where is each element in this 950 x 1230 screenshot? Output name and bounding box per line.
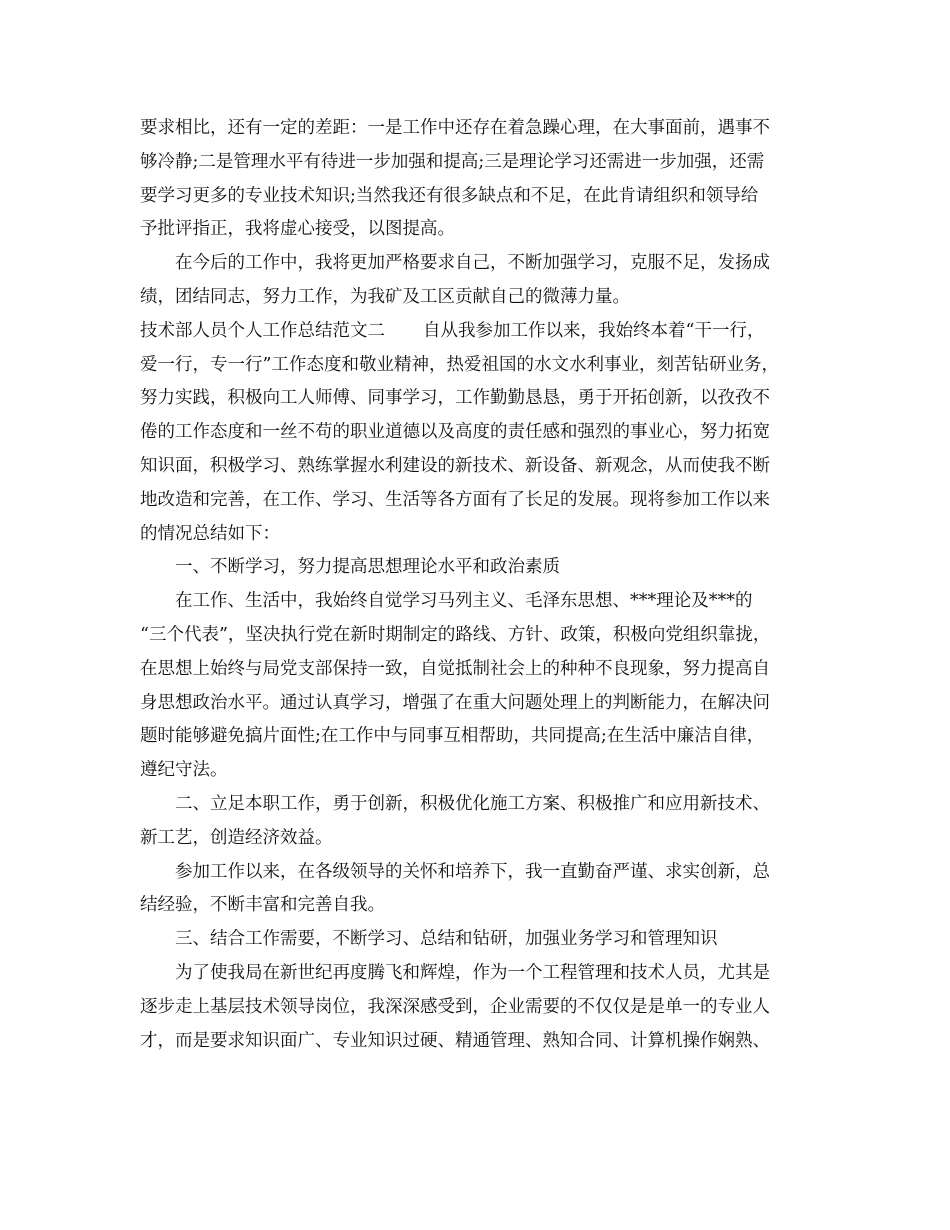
- text-line: 结经验，不断丰富和完善自我。: [140, 895, 385, 916]
- section-heading: 一、不断学习，努力提高思想理论水平和政治素质: [175, 557, 560, 578]
- text-line: 新工艺，创造经济效益。: [140, 827, 333, 848]
- document-body: [140, 112, 815, 1058]
- text-line: 才，而是要求知识面广、专业知识过硬、精通管理、熟知合同、计算机操作娴熟、: [140, 1030, 770, 1051]
- text-line: 参加工作以来，在各级领导的关怀和培养下，我一直勤奋严谨、求实创新，总: [175, 861, 770, 882]
- text-line: 题时能够避免搞片面性;在工作中与同事互相帮助，共同提高;在生活中廉洁自律，: [140, 726, 765, 747]
- text-line: 努力实践，积极向工人师傅、同事学习，工作勤勤恳恳，勇于开拓创新，以孜孜不: [140, 388, 770, 409]
- text-line: “三个代表”，坚决执行党在新时期制定的路线、方针、政策，积极向党组织靠拢，: [140, 624, 771, 645]
- text-line: 绩，团结同志，努力工作，为我矿及工区贡献自己的微薄力量。: [140, 286, 630, 307]
- text-line: 遵纪守法。: [140, 760, 228, 781]
- text-line: 在今后的工作中，我将更加严格要求自己，不断加强学习，克服不足，发扬成: [175, 253, 770, 274]
- text-line: 身思想政治水平。通过认真学习，增强了在重大问题处理上的判断能力，在解决问: [140, 692, 770, 713]
- text-line: 予批评指正，我将虚心接受，以图提高。: [140, 219, 455, 240]
- section-heading: 二、立足本职工作，勇于创新，积极优化施工方案、积极推广和应用新技术、: [175, 793, 770, 814]
- section-title: 技术部人员个人工作总结范文二: [140, 320, 385, 341]
- text-line: 的情况总结如下：: [140, 523, 280, 544]
- text-line: 要求相比，还有一定的差距：一是工作中还存在着急躁心理，在大事面前，遇事不: [140, 118, 770, 138]
- text-line: 要学习更多的专业技术知识;当然我还有很多缺点和不足，在此肯请组织和领导给: [140, 185, 759, 206]
- text-line: 爱一行，专一行”工作态度和敬业精神，热爱祖国的水文水利事业，刻苦钻研业务，: [140, 354, 779, 375]
- text-line-continuation: 自从我参加工作以来，我始终本着“干一行，: [423, 320, 765, 341]
- text-line: 在工作、生活中，我始终自觉学习马列主义、毛泽东思想、***理论及***的: [175, 591, 753, 612]
- text-line: 知识面，积极学习、熟练掌握水利建设的新技术、新设备、新观念，从而使我不断: [140, 455, 770, 476]
- text-line: 为了使我局在新世纪再度腾飞和辉煌，作为一个工程管理和技术人员，尤其是: [175, 962, 770, 983]
- text-line: 逐步走上基层技术领导岗位，我深深感受到，企业需要的不仅仅是是单一的专业人: [140, 996, 770, 1017]
- text-line: 地改造和完善，在工作、学习、生活等各方面有了长足的发展。现将参加工作以来: [140, 489, 770, 510]
- text-line: 倦的工作态度和一丝不苟的职业道德以及高度的责任感和强烈的事业心，努力拓宽: [140, 422, 770, 443]
- text-line: 够冷静;二是管理水平有待进一步加强和提高;三是理论学习还需进一步加强，还需: [140, 151, 765, 172]
- section-heading: 三、结合工作需要，不断学习、总结和钻研，加强业务学习和管理知识: [175, 929, 718, 950]
- text-line: [140, 315, 815, 349]
- text-line: 在思想上始终与局党支部保持一致，自觉抵制社会上的种种不良现象，努力提高自: [140, 658, 770, 679]
